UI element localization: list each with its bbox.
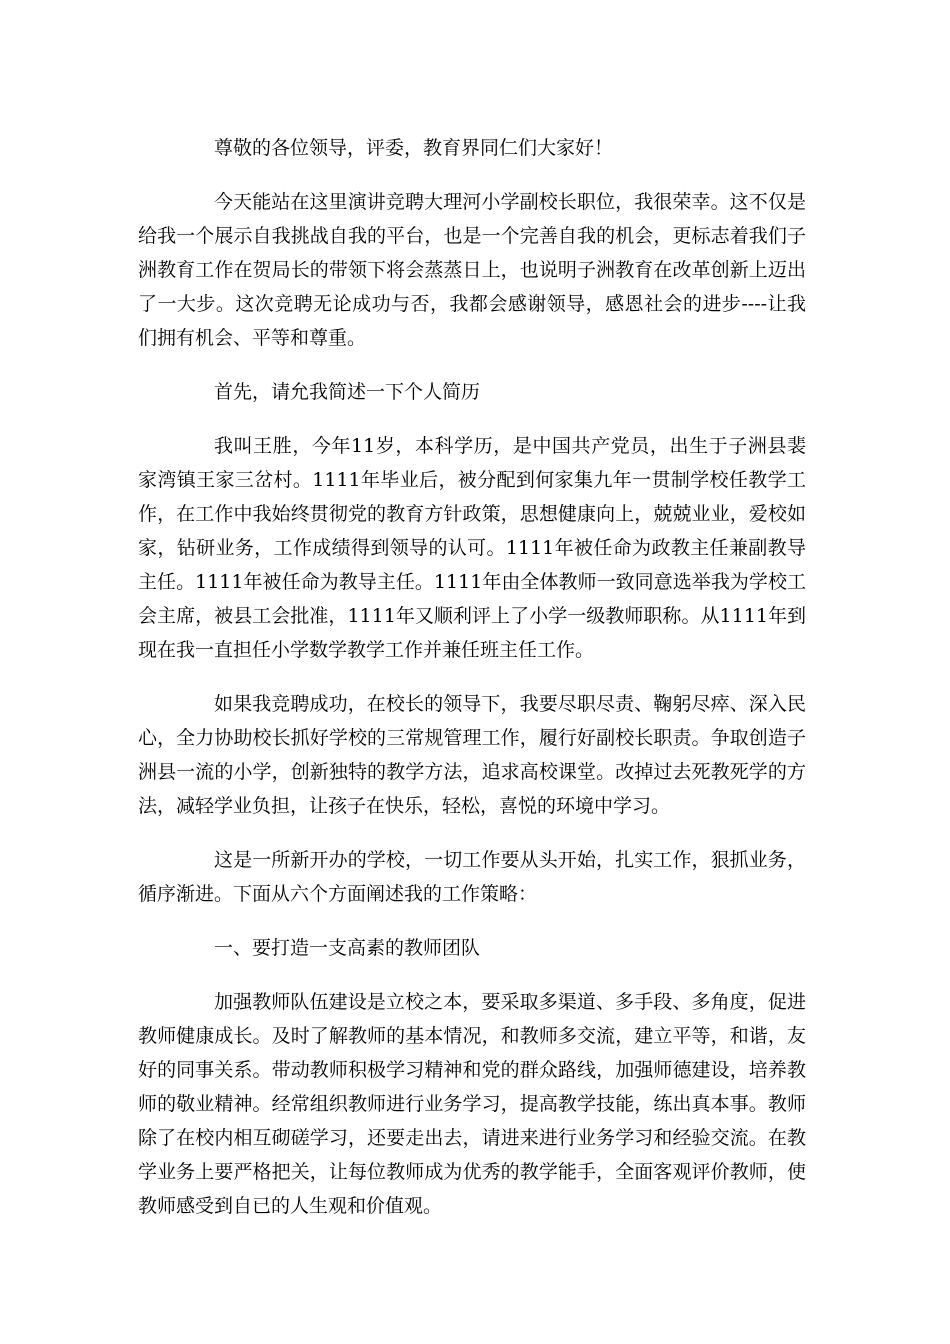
goals-paragraph: 如果我竞聘成功，在校长的领导下，我要尽职尽责、鞠躬尽瘁、深入民心，全力协助校长抓好学校的三常规管理工作，履行好副校长职责。争取创造子洲县一流的小学，创新独特的教学方法，追求高校课堂。改掉过去死教死学的方法，减轻学业负担，让孩子在快乐，轻松，喜悦的环境中学习。	[138, 693, 806, 817]
section-one-heading: 一、要打造一支高素的教师团队	[214, 937, 481, 959]
resume-paragraph: 我叫王胜，今年11岁，本科学历，是中国共产党员，出生于子洲县裴家湾镇王家三岔村。1111年毕业后，被分配到何家集九年一贯制学校任教学工作，在工作中我始终贯彻党的教育方针政策，思想健康向上，兢兢业业，爱校如家，钻研业务，工作成绩得到领导的认可。1111年被任命为政教主任兼副教导主任。1111年被任命为教导主任。1111年由全体教师一致同意选举我为学校工会主席，被县工会批准，1111年又顺利评上了小学一级教师职称。从1111年到现在我一直担任小学数学教学工作并兼任班主任工作。	[138, 435, 806, 661]
resume-heading-paragraph: 首先，请允我简述一下个人简历	[214, 381, 481, 403]
greeting-paragraph: 尊敬的各位领导，评委，教育界同仁们大家好！	[214, 137, 614, 159]
document-body	[138, 131, 806, 1243]
strategy-intro-paragraph: 这是一所新开办的学校，一切工作要从头开始，扎实工作，狠抓业务，循序渐进。下面从六个方面阐述我的工作策略：	[138, 849, 806, 905]
section-one-paragraph: 加强教师队伍建设是立校之本，要采取多渠道、多手段、多角度，促进教师健康成长。及时了解教师的基本情况，和教师多交流，建立平等，和谐，友好的同事关系。带动教师积极学习精神和党的群众路线，加强师德建设，培养教师的敬业精神。经常组织教师进行业务学习，提高教学技能，练出真本事。教师除了在校内相互砌磋学习，还要走出去，请进来进行业务学习和经验交流。在教学业务上要严格把关，让每位教师成为优秀的教学能手，全面客观评价教师，使教师感受到自已的人生观和价值观。	[138, 991, 806, 1217]
intro-paragraph: 今天能站在这里演讲竞聘大理河小学副校长职位，我很荣幸。这不仅是给我一个展示自我挑战自我的平台，也是一个完善自我的机会，更标志着我们子洲教育工作在贺局长的带领下将会蒸蒸日上，也说明子洲教育在改革创新上迈出了一大步。这次竞聘无论成功与否，我都会感谢领导，感恩社会的进步----让我们拥有机会、平等和尊重。	[138, 191, 806, 349]
